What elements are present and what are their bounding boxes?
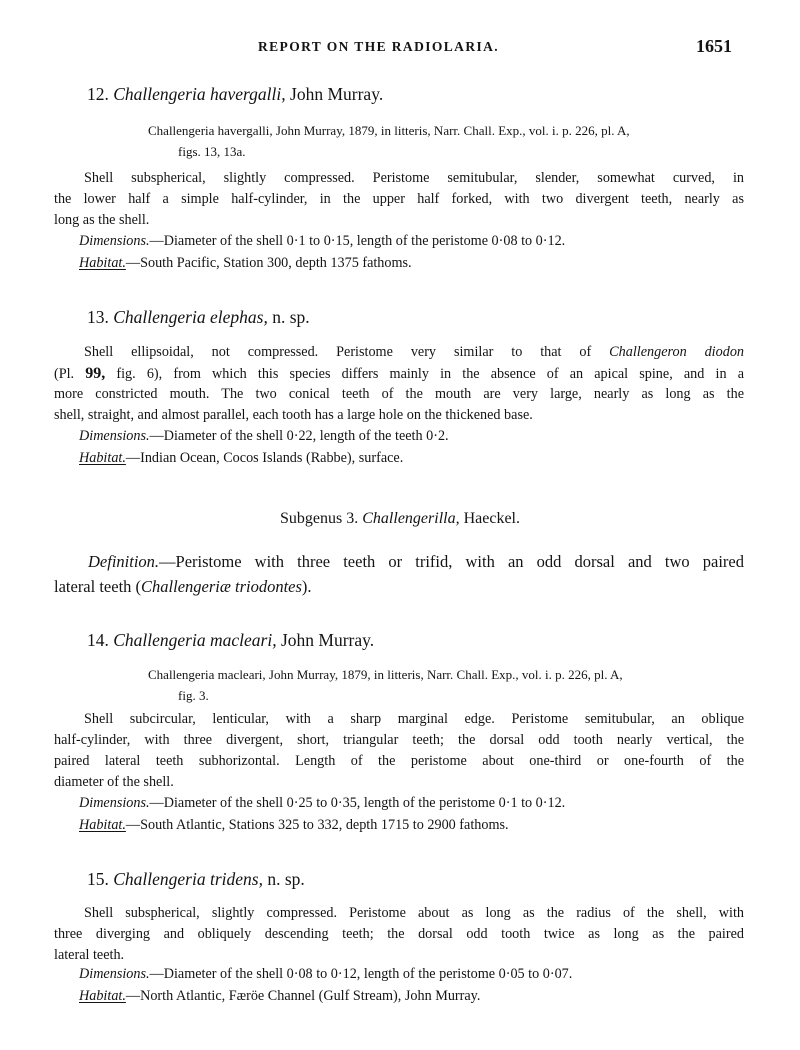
description bbox=[54, 709, 744, 793]
entry-title bbox=[87, 84, 383, 105]
subgenus-author: Haeckel. bbox=[463, 510, 520, 527]
definition-italic: Challengeriæ triodontes bbox=[141, 577, 302, 596]
synonymy bbox=[148, 120, 748, 162]
habitat-text: —North Atlantic, Færöe Channel (Gulf Stream), John Murray. bbox=[125, 988, 481, 1004]
description-line: half-cylinder, with three divergent, short, triangular teeth; the dorsal odd tooth nearly vertical, the bbox=[54, 732, 744, 748]
definition-text: ). bbox=[301, 577, 312, 596]
habitat bbox=[79, 450, 403, 467]
dimensions-text: —Diameter of the shell 0·22, length of the teeth 0·2. bbox=[149, 428, 449, 444]
dimensions-text: —Diameter of the shell 0·25 to 0·35, length of the peristome 0·1 to 0·12. bbox=[149, 795, 566, 811]
description-line: Shell subspherical, slightly compressed. Peristome about as long as the radius of the shell, with bbox=[84, 905, 744, 921]
entry-author: John Murray. bbox=[280, 630, 375, 650]
description-line: shell, straight, and almost parallel, each tooth has a large hole on the thickened base. bbox=[54, 407, 533, 423]
page-number: 1651 bbox=[696, 36, 732, 56]
genus-name: Challengeria bbox=[113, 630, 206, 650]
habitat-text: —Indian Ocean, Cocos Islands (Rabbe), surface. bbox=[125, 450, 404, 466]
description-text: (Pl. bbox=[54, 366, 75, 382]
entry-author: n. sp. bbox=[267, 869, 305, 889]
subgenus-prefix: Subgenus 3. bbox=[280, 510, 359, 527]
entry-title bbox=[87, 307, 310, 328]
habitat-label: Habitat. bbox=[79, 450, 126, 466]
dimensions-label: Dimensions. bbox=[79, 966, 150, 982]
description-line bbox=[54, 342, 744, 363]
description-line: Shell subcircular, lenticular, with a sharp marginal edge. Peristome semitubular, an oblique bbox=[84, 711, 744, 727]
genus-name: Challengeria bbox=[113, 869, 206, 889]
synonymy-line: fig. 3. bbox=[178, 688, 209, 703]
dimensions-text: —Diameter of the shell 0·08 to 0·12, length of the peristome 0·05 to 0·07. bbox=[149, 966, 573, 982]
cross-reference-species: Challengeron diodon bbox=[609, 344, 745, 360]
description-line: lateral teeth. bbox=[54, 947, 125, 963]
habitat bbox=[79, 255, 412, 272]
description-line: the lower half a simple half-cylinder, in the upper half forked, with two divergent teeth, nearly as bbox=[54, 191, 744, 207]
dimensions bbox=[79, 428, 449, 445]
definition-text: lateral teeth ( bbox=[54, 577, 142, 596]
entry-number: 12. bbox=[87, 84, 109, 104]
habitat-label: Habitat. bbox=[79, 817, 126, 833]
definition-text: —Peristome with three teeth or trifid, with an odd dorsal and two paired bbox=[159, 552, 744, 571]
habitat bbox=[79, 817, 509, 834]
entry-number: 14. bbox=[87, 630, 109, 650]
species-name: macleari, bbox=[209, 630, 277, 650]
definition-line bbox=[54, 549, 744, 574]
description bbox=[54, 903, 744, 966]
entry-number: 15. bbox=[87, 869, 109, 889]
description-line: Shell subspherical, slightly compressed. Peristome semitubular, slender, somewhat curved, in bbox=[84, 170, 744, 186]
description bbox=[54, 168, 744, 231]
dimensions bbox=[79, 795, 565, 812]
genus-name: Challengeria bbox=[113, 307, 206, 327]
dimensions-label: Dimensions. bbox=[79, 795, 150, 811]
entry-title bbox=[87, 869, 305, 890]
subgenus-heading bbox=[0, 510, 800, 528]
description-text: fig. 6), from which this species differs mainly in the absence of an apical spine, and in a bbox=[116, 366, 744, 382]
subgenus-name: Challengerilla, bbox=[362, 510, 460, 527]
subgenus-definition bbox=[54, 549, 744, 599]
description-line: diameter of the shell. bbox=[54, 774, 174, 790]
habitat-text: —South Atlantic, Stations 325 to 332, depth 1715 to 2900 fathoms. bbox=[125, 817, 509, 833]
species-name: havergalli, bbox=[209, 84, 286, 104]
plate-number: 99, bbox=[85, 365, 106, 382]
running-title: REPORT ON THE RADIOLARIA. bbox=[258, 39, 500, 54]
synonymy bbox=[148, 664, 748, 706]
definition-label: Definition. bbox=[88, 552, 160, 571]
dimensions-label: Dimensions. bbox=[79, 233, 150, 249]
entry-title bbox=[87, 630, 374, 651]
description-text: Shell ellipsoidal, not compressed. Peristome very similar to that of bbox=[84, 344, 592, 360]
description-line: three diverging and obliquely descending teeth; the dorsal odd tooth twice as long as the paired bbox=[54, 926, 744, 942]
synonymy-line: figs. 13, 13a. bbox=[178, 144, 246, 159]
description-line: paired lateral teeth subhorizontal. Length of the peristome about one-third or one-fourth of the bbox=[54, 753, 744, 769]
dimensions bbox=[79, 233, 565, 250]
description-line: long as the shell. bbox=[54, 212, 150, 228]
running-header bbox=[0, 36, 800, 60]
habitat-label: Habitat. bbox=[79, 255, 126, 271]
entry-number: 13. bbox=[87, 307, 109, 327]
definition-line bbox=[54, 574, 744, 599]
entry-author: n. sp. bbox=[272, 307, 310, 327]
synonymy-line: Challengeria macleari, John Murray, 1879, in litteris, Narr. Chall. Exp., vol. i. p. 226, pl. A, bbox=[148, 667, 623, 682]
dimensions-text: —Diameter of the shell 0·1 to 0·15, length of the peristome 0·08 to 0·12. bbox=[149, 233, 566, 249]
habitat-label: Habitat. bbox=[79, 988, 126, 1004]
description-line: more constricted mouth. The two conical teeth of the mouth are very large, nearly as long as the bbox=[54, 386, 744, 402]
genus-name: Challengeria bbox=[113, 84, 206, 104]
description-line bbox=[54, 363, 744, 384]
habitat bbox=[79, 988, 480, 1005]
synonymy-line: Challengeria havergalli, John Murray, 1879, in litteris, Narr. Chall. Exp., vol. i. p. 226, pl. A, bbox=[148, 123, 630, 138]
entry-author: John Murray. bbox=[290, 84, 384, 104]
habitat-text: —South Pacific, Station 300, depth 1375 fathoms. bbox=[125, 255, 412, 271]
description bbox=[54, 342, 744, 426]
dimensions bbox=[79, 966, 572, 983]
dimensions-label: Dimensions. bbox=[79, 428, 150, 444]
species-name: elephas, bbox=[209, 307, 268, 327]
species-name: tridens, bbox=[209, 869, 263, 889]
